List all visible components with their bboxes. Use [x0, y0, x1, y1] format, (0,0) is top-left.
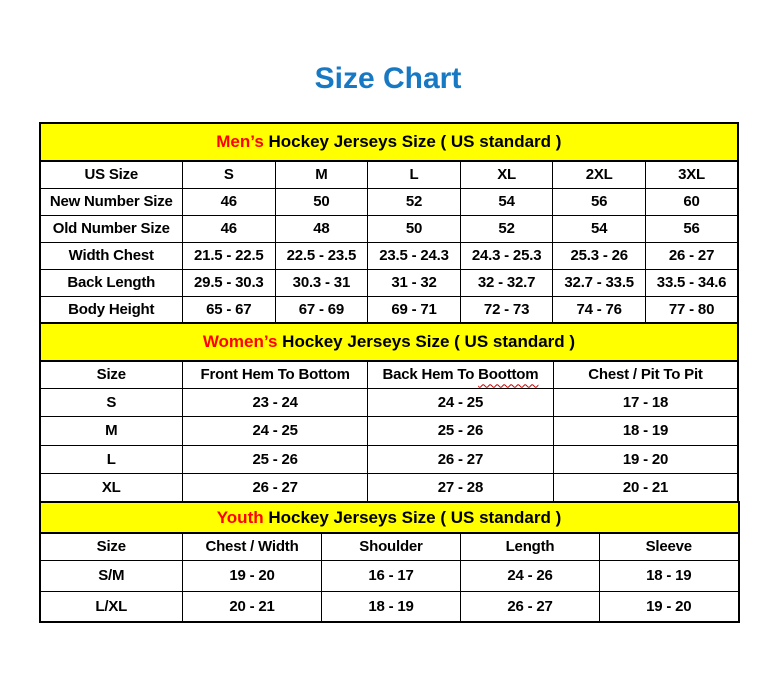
table-row	[40, 388, 739, 417]
row-label: Width Chest	[40, 242, 183, 269]
table-cell: 24.3 - 25.3	[460, 242, 553, 269]
table-row	[40, 215, 739, 242]
table-cell: 26 - 27	[645, 242, 738, 269]
table-cell: 33.5 - 34.6	[645, 269, 738, 296]
table-cell: 69 - 71	[368, 296, 461, 323]
table-cell: 72 - 73	[460, 296, 553, 323]
table-cell: 18 - 19	[322, 591, 461, 622]
table-cell: 24 - 25	[183, 417, 368, 446]
table-cell: 24 - 26	[461, 560, 600, 591]
womens-banner-rest: Hockey Jerseys Size ( US standard )	[277, 332, 576, 351]
column-header: 2XL	[553, 161, 646, 188]
table-cell: 32 - 32.7	[460, 269, 553, 296]
mens-banner-title	[40, 123, 739, 161]
column-header: Chest / Width	[183, 533, 322, 560]
column-header: Sleeve	[600, 533, 739, 560]
table-row	[40, 269, 739, 296]
table-cell: 23.5 - 24.3	[368, 242, 461, 269]
table-row	[40, 296, 739, 323]
column-header: Shoulder	[322, 533, 461, 560]
table-cell: 60	[645, 188, 738, 215]
table-cell: 56	[553, 188, 646, 215]
table-cell: 17 - 18	[553, 388, 738, 417]
table-cell: 25.3 - 26	[553, 242, 646, 269]
column-header: Size	[40, 361, 183, 388]
page-title: Size Chart	[314, 62, 462, 95]
table-cell: 27 - 28	[368, 474, 553, 503]
row-label: Body Height	[40, 296, 183, 323]
table-row	[40, 417, 739, 446]
column-header: L	[368, 161, 461, 188]
youth-size-table	[39, 501, 740, 623]
table-cell: 20 - 21	[553, 474, 738, 503]
table-cell: 25 - 26	[368, 417, 553, 446]
column-header: M	[275, 161, 368, 188]
table-cell: 30.3 - 31	[275, 269, 368, 296]
table-cell: 25 - 26	[183, 445, 368, 474]
youth-section-banner	[40, 502, 739, 533]
column-header: Chest / Pit To Pit	[553, 361, 738, 388]
column-header: Size	[40, 533, 183, 560]
table-cell: 24 - 25	[368, 388, 553, 417]
column-header: Back Hem To Boottom	[368, 361, 553, 388]
table-cell: 26 - 27	[368, 445, 553, 474]
table-cell: 54	[553, 215, 646, 242]
table-cell: 19 - 20	[600, 591, 739, 622]
table-row	[40, 242, 739, 269]
womens-banner-highlight: Women’s	[202, 332, 278, 351]
column-header: XL	[460, 161, 553, 188]
column-header: 3XL	[645, 161, 738, 188]
mens-section-banner	[40, 123, 739, 161]
table-row	[40, 560, 739, 591]
table-cell: 54	[460, 188, 553, 215]
column-header: US Size	[40, 161, 183, 188]
table-cell: 26 - 27	[461, 591, 600, 622]
size-chart	[39, 122, 738, 623]
table-cell: 52	[460, 215, 553, 242]
row-label: L/XL	[40, 591, 183, 622]
table-cell: 18 - 19	[553, 417, 738, 446]
table-cell: 16 - 17	[322, 560, 461, 591]
womens-header-row	[40, 361, 739, 388]
womens-size-table	[39, 322, 740, 503]
mens-header-row	[40, 161, 739, 188]
youth-banner-rest: Hockey Jerseys Size ( US standard )	[263, 507, 562, 527]
table-cell: 20 - 21	[183, 591, 322, 622]
table-cell: 56	[645, 215, 738, 242]
table-cell: 21.5 - 22.5	[183, 242, 276, 269]
row-label: New Number Size	[40, 188, 183, 215]
table-cell: 52	[368, 188, 461, 215]
womens-section-banner	[40, 323, 739, 361]
table-row	[40, 591, 739, 622]
womens-banner-title	[40, 323, 739, 361]
row-label: Back Length	[40, 269, 183, 296]
table-cell: 50	[275, 188, 368, 215]
row-label: XL	[40, 474, 183, 503]
table-cell: 31 - 32	[368, 269, 461, 296]
table-row	[40, 188, 739, 215]
table-cell: 32.7 - 33.5	[553, 269, 646, 296]
mens-banner-rest: Hockey Jerseys Size ( US standard )	[263, 132, 562, 151]
table-row	[40, 445, 739, 474]
column-header: S	[183, 161, 276, 188]
row-label: Old Number Size	[40, 215, 183, 242]
table-cell: 50	[368, 215, 461, 242]
table-cell: 46	[183, 215, 276, 242]
misspelled-word: Boottom	[478, 366, 539, 384]
table-cell: 77 - 80	[645, 296, 738, 323]
table-cell: 18 - 19	[600, 560, 739, 591]
table-cell: 22.5 - 23.5	[275, 242, 368, 269]
mens-banner-highlight: Men’s	[216, 132, 264, 151]
mens-size-table	[39, 122, 740, 324]
row-label: S	[40, 388, 183, 417]
row-label: L	[40, 445, 183, 474]
youth-banner-highlight: Youth	[216, 507, 264, 527]
table-cell: 26 - 27	[183, 474, 368, 503]
table-cell: 19 - 20	[183, 560, 322, 591]
row-label: M	[40, 417, 183, 446]
table-cell: 19 - 20	[553, 445, 738, 474]
row-label: S/M	[40, 560, 183, 591]
table-cell: 46	[183, 188, 276, 215]
table-cell: 67 - 69	[275, 296, 368, 323]
table-cell: 74 - 76	[553, 296, 646, 323]
table-cell: 29.5 - 30.3	[183, 269, 276, 296]
table-cell: 48	[275, 215, 368, 242]
youth-banner-title	[40, 502, 739, 533]
table-cell: 65 - 67	[183, 296, 276, 323]
youth-header-row	[40, 533, 739, 560]
table-cell: 23 - 24	[183, 388, 368, 417]
column-header: Length	[461, 533, 600, 560]
column-header: Front Hem To Bottom	[183, 361, 368, 388]
table-row	[40, 474, 739, 503]
